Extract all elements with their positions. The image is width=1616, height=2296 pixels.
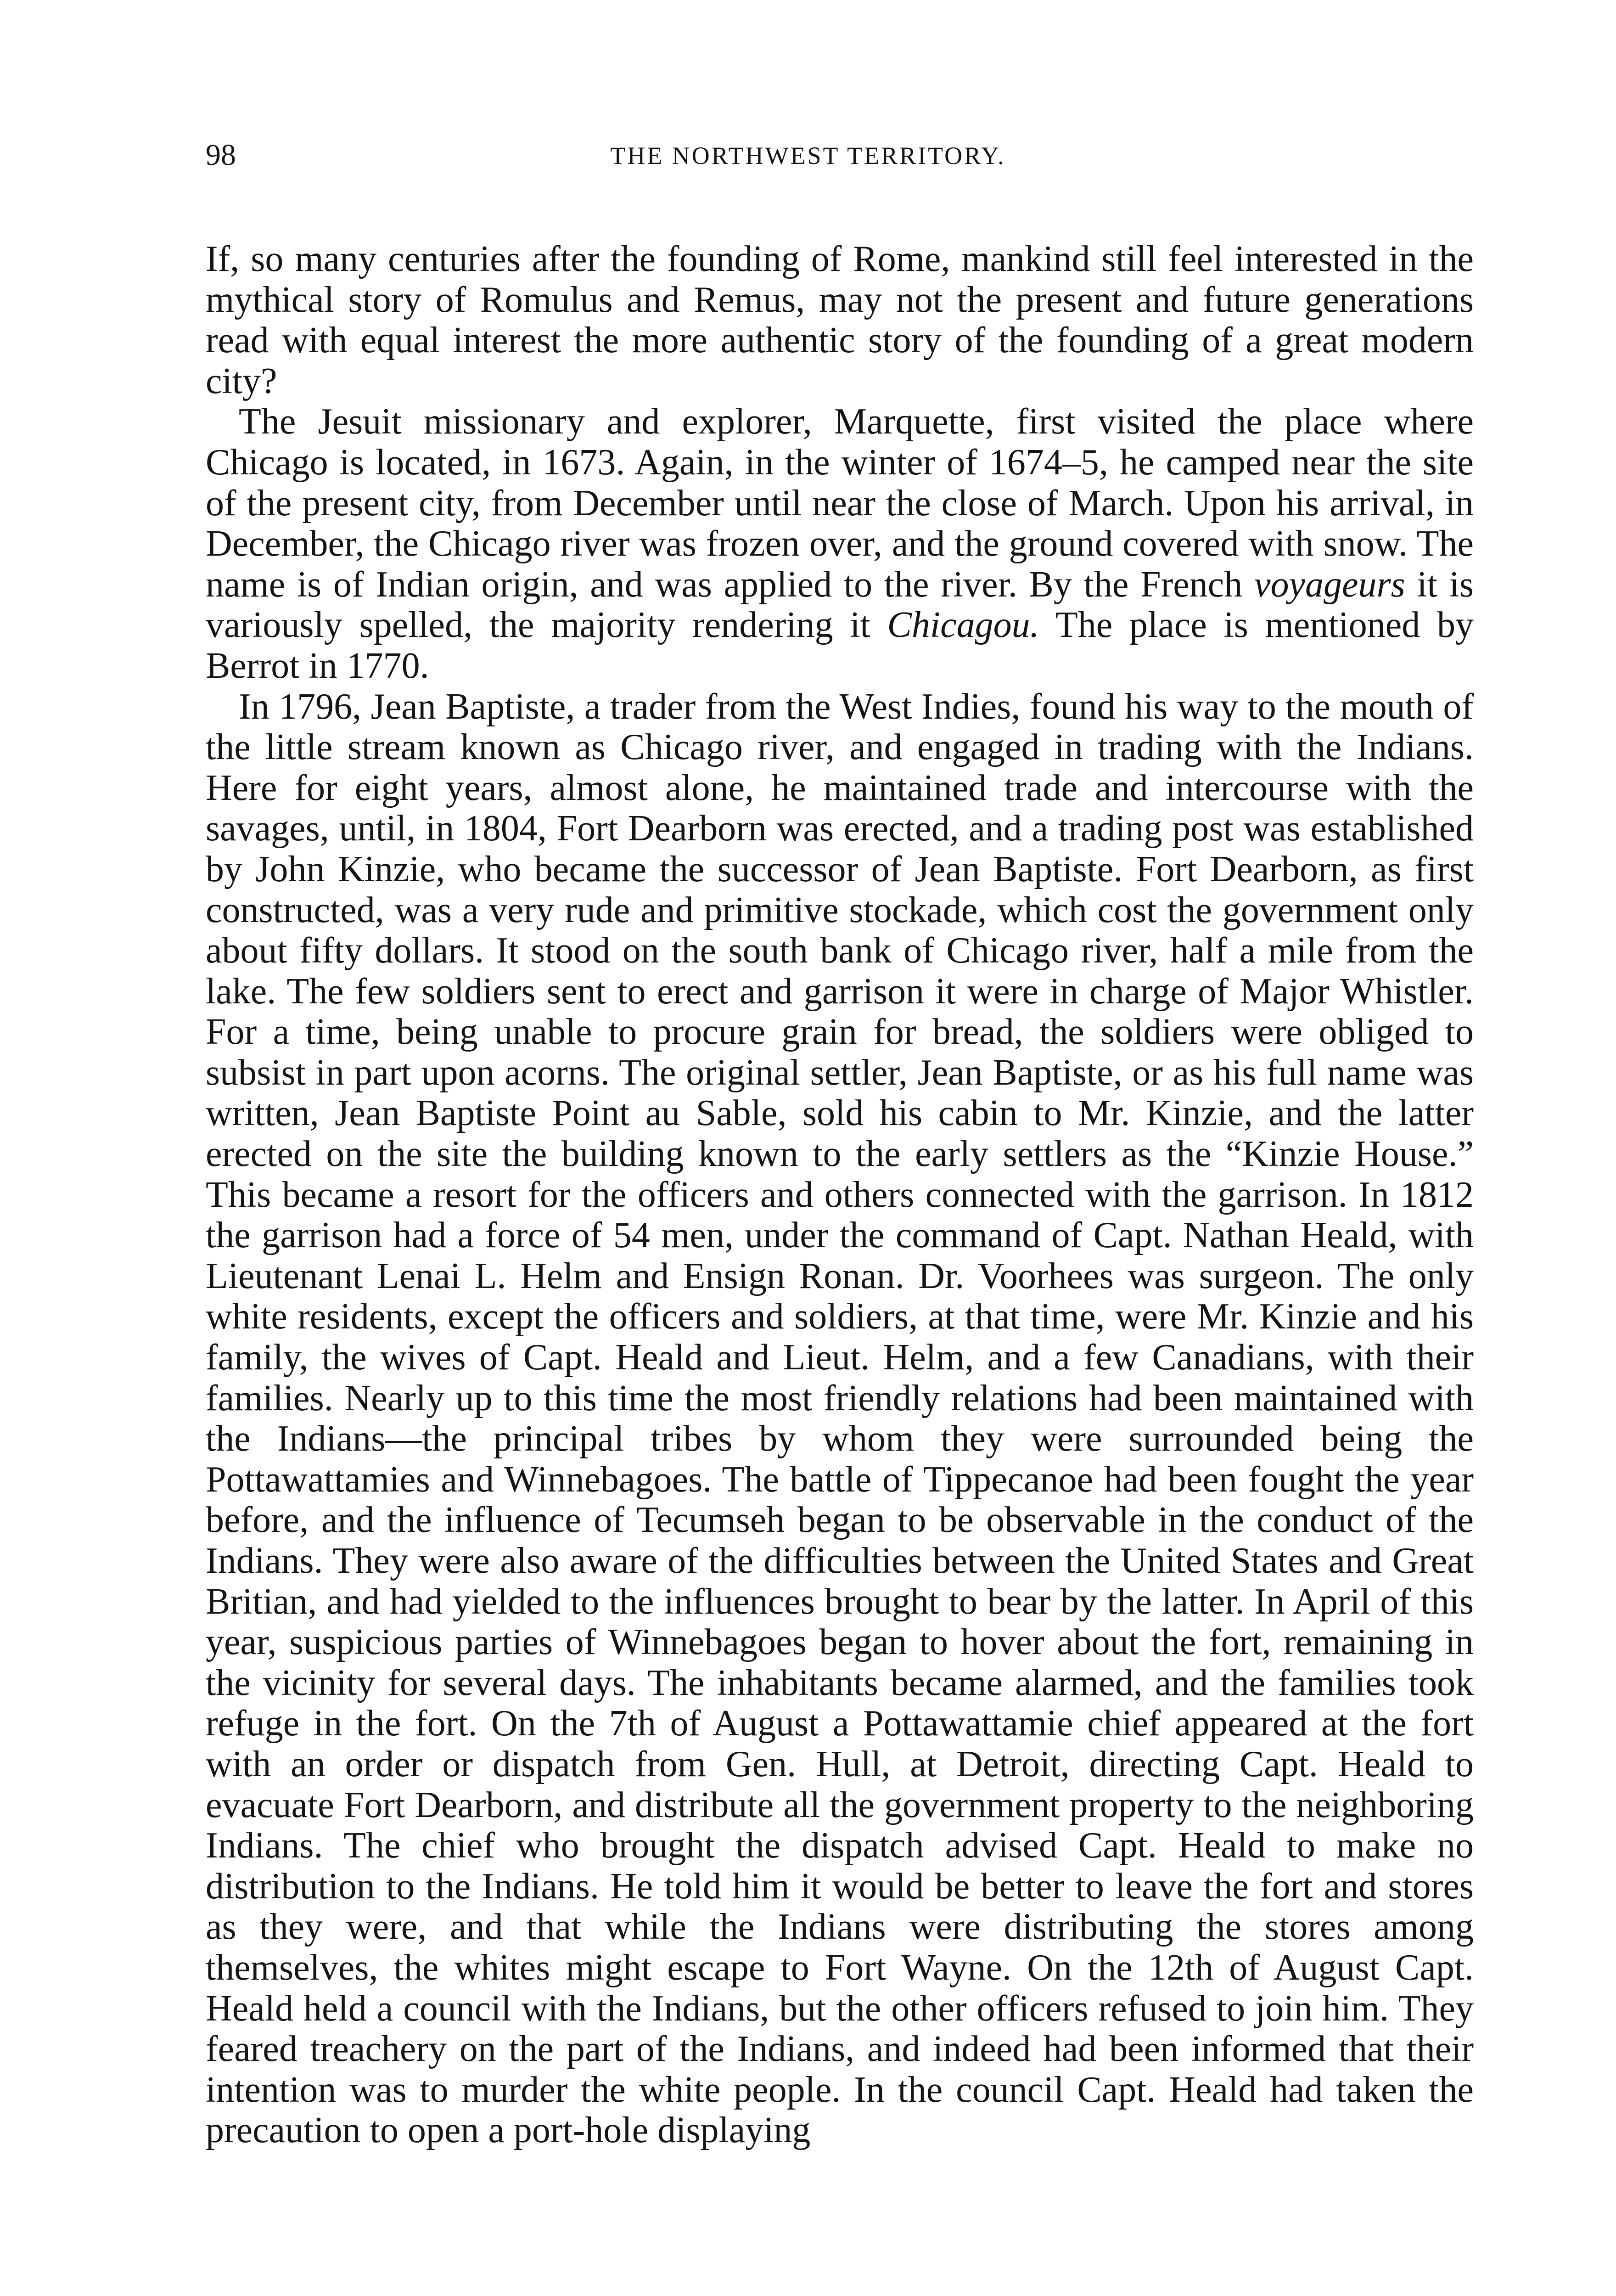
paragraph-marquette-part-2: it is variously spelled, the majority rendering it [206, 564, 1474, 646]
paragraph-marquette [206, 401, 1474, 686]
body-text [206, 239, 1474, 2151]
italic-chicagou: Chicagou. [887, 605, 1039, 646]
paragraph-marquette-part-1: The Jesuit missionary and explorer, Marquette, first visited the place where Chicago is located, in 1673. Again, in the winter of 1674–5, he camped near the site of the present city, from December until near the close of March. Upon his arrival, in December, the Chicago river was frozen over, and the ground covered with snow. The name is of Indian origin, and was applied to the river. By the French [206, 401, 1474, 605]
paragraph-marquette-part-3: The place is mentioned by Berrot in 1770. [206, 605, 1474, 686]
page-number: 98 [206, 138, 236, 172]
paragraph-fort-dearborn: In 1796, Jean Baptiste, a trader from the West Indies, found his way to the mouth of the little stream known as Chicago river, and engaged in trading with the Indians. Here for eight years, almost alone, he maintained trade and intercourse with the savages, until, in 1804, Fort Dearborn was erected, and a trading post was established by John Kinzie, who became the successor of Jean Baptiste. Fort Dearborn, as first constructed, was a very rude and primitive stockade, which cost the government only about fifty dollars. It stood on the south bank of Chicago river, half a mile from the lake. The few soldiers sent to erect and garrison it were in charge of Major Whistler. For a time, being unable to procure grain for bread, the soldiers were obliged to subsist in part upon acorns. The original settler, Jean Baptiste, or as his full name was written, Jean Baptiste Point au Sable, sold his cabin to Mr. Kinzie, and the latter erected on the site the building known to the early settlers as the “Kinzie House.” This became a resort for the officers and others connected with the garrison. In 1812 the garrison had a force of 54 men, under the command of Capt. Nathan Heald, with Lieutenant Lenai L. Helm and Ensign Ronan. Dr. Voorhees was surgeon. The only white residents, except the officers and soldiers, at that time, were Mr. Kinzie and his family, the wives of Capt. Heald and Lieut. Helm, and a few Canadians, with their families. Nearly up to this time the most friendly relations had been maintained with the Indians—the principal tribes by whom they were surrounded being the Pottawattamies and Winnebagoes. The battle of Tippecanoe had been fought the year before, and the influence of Tecumseh began to be observable in the conduct of the Indians. They were also aware of the difficulties between the United States and Great Britian, and had yielded to the influences brought to bear by the latter. In April of this year, suspicious parties of Winnebagoes began to hover about the fort, remaining in the vicinity for several days. The inhabitants became alarmed, and the families took refuge in the fort. On the 7th of August a Pottawattamie chief appeared at the fort with an order or dispatch from Gen. Hull, at Detroit, directing Capt. Heald to evacuate Fort Dearborn, and distribute all the government property to the neighboring Indians. The chief who brought the dispatch advised Capt. Heald to make no distribution to the Indians. He told him it would be better to leave the fort and stores as they were, and that while the Indians were distributing the stores among themselves, the whites might escape to Fort Wayne. On the 12th of August Capt. Heald held a council with the Indians, but the other officers refused to join him. They feared treachery on the part of the Indians, and indeed had been informed that their intention was to murder the white people. In the council Capt. Heald had taken the precaution to open a port-hole displaying [206, 686, 1474, 2151]
italic-voyageurs: voyageurs [1254, 564, 1405, 605]
paragraph-founding: If, so many centuries after the founding of Rome, mankind still feel interested in the mythical story of Romulus and Remus, may not the present and future generations read with equal interest the more authentic story of the founding of a great modern city? [206, 239, 1474, 401]
running-head: THE NORTHWEST TERRITORY. [610, 142, 1006, 169]
